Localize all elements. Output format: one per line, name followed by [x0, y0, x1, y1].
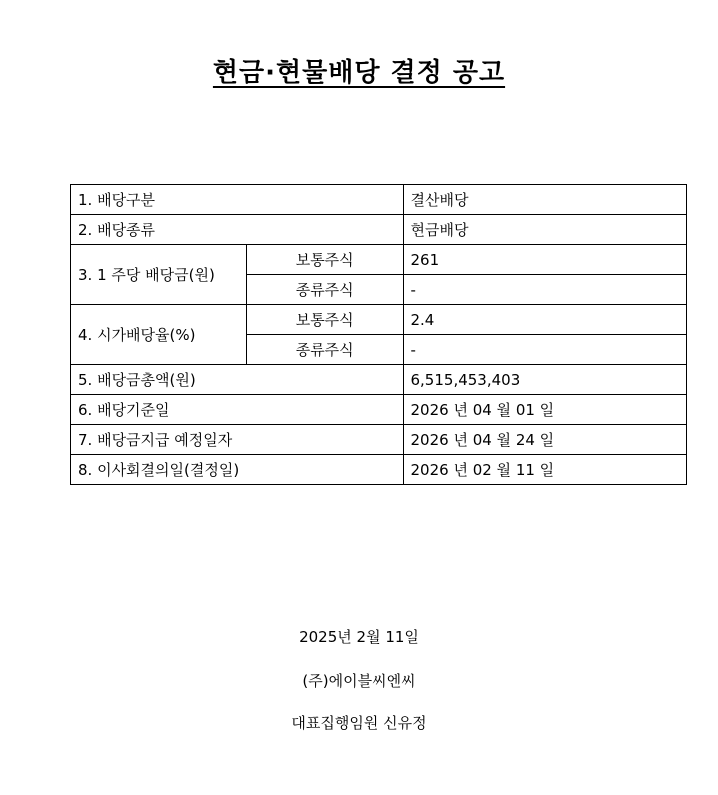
- row-value: -: [403, 335, 687, 365]
- table-row: [71, 215, 687, 245]
- row-label: 6. 배당기준일: [71, 395, 404, 425]
- row-value: 현금배당: [403, 215, 687, 245]
- table-row: [71, 185, 687, 215]
- representative-name: 대표집행임원 신유정: [291, 714, 427, 732]
- row-label: 7. 배당금지급 예정일자: [71, 425, 404, 455]
- row-value: -: [403, 275, 687, 305]
- row-sublabel: 보통주식: [246, 305, 403, 335]
- row-label: 2. 배당종류: [71, 215, 404, 245]
- row-sublabel: 보통주식: [246, 245, 403, 275]
- row-label: 1. 배당구분: [71, 185, 404, 215]
- row-label: 4. 시가배당율(%): [71, 305, 247, 365]
- dividend-table: [70, 184, 687, 485]
- row-value: 2.4: [403, 305, 687, 335]
- row-label: 8. 이사회결의일(결정일): [71, 455, 404, 485]
- table-row: [71, 305, 687, 335]
- row-value: 결산배당: [403, 185, 687, 215]
- row-label: 3. 1 주당 배당금(원): [71, 245, 247, 305]
- company-name: (주)에이블씨엔씨: [302, 672, 416, 690]
- notice-title-text: 현금·현물배당 결정 공고: [212, 58, 506, 88]
- row-value: 261: [403, 245, 687, 275]
- row-label: 5. 배당금총액(원): [71, 365, 404, 395]
- row-sublabel: 종류주식: [246, 335, 403, 365]
- table-row: [71, 395, 687, 425]
- table-row: [71, 425, 687, 455]
- row-value: 2026 년 04 월 24 일: [403, 425, 687, 455]
- row-sublabel: 종류주식: [246, 275, 403, 305]
- table-row: [71, 365, 687, 395]
- notice-date: 2025년 2월 11일: [299, 628, 419, 646]
- table-row: [71, 455, 687, 485]
- row-value: 2026 년 04 월 01 일: [403, 395, 687, 425]
- notice-title: [0, 52, 718, 89]
- table-row: [71, 245, 687, 275]
- row-value: 6,515,453,403: [403, 365, 687, 395]
- row-value: 2026 년 02 월 11 일: [403, 455, 687, 485]
